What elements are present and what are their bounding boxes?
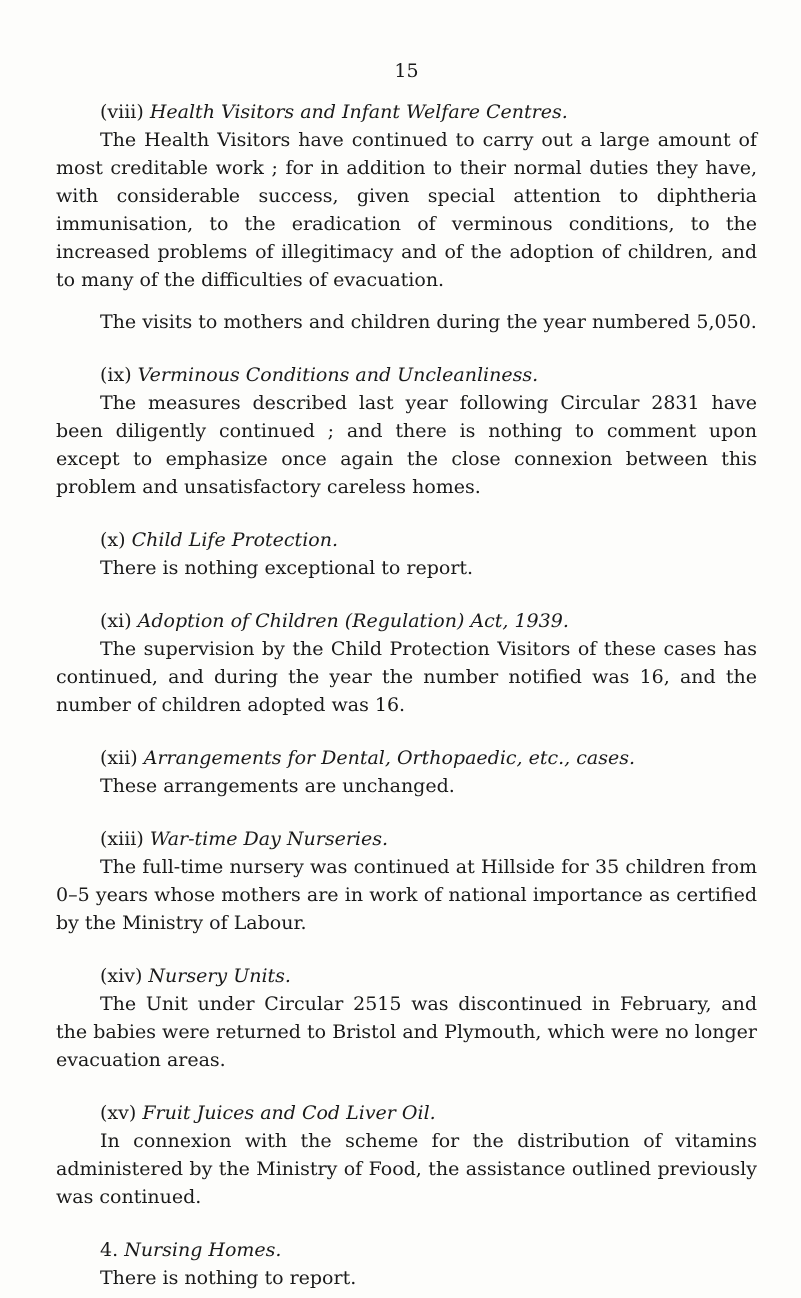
section-number: (xiii) [100, 828, 144, 850]
paragraph: The visits to mothers and children during the year numbered 5,050. [100, 311, 757, 333]
paragraph: These arrangements are unchanged. [100, 775, 455, 797]
section-heading [56, 361, 757, 389]
section-heading [56, 1099, 757, 1127]
section-fruit-juices [56, 1099, 757, 1211]
section-nursery-units [56, 962, 757, 1074]
section-number: (ix) [100, 364, 132, 386]
section-title: Health Visitors and Infant Welfare Centres. [149, 101, 568, 123]
section-number: (xi) [100, 610, 132, 632]
section-heading [56, 1236, 757, 1264]
section-health-visitors [56, 98, 757, 336]
section-child-life-protection [56, 526, 757, 582]
section-title: Verminous Conditions and Uncleanliness. [137, 364, 539, 386]
section-number: (xv) [100, 1102, 137, 1124]
section-war-time-nurseries [56, 825, 757, 937]
section-adoption-act [56, 607, 757, 719]
section-title: Nursing Homes. [124, 1239, 282, 1261]
paragraph: There is nothing exceptional to report. [100, 557, 474, 579]
section-title: Nursery Units. [148, 965, 291, 987]
section-title: Adoption of Children (Regulation) Act, 1939. [137, 610, 569, 632]
section-number: 4. [100, 1239, 119, 1261]
section-number: (viii) [100, 101, 144, 123]
paragraph: The Unit under Circular 2515 was discontinued in February, and the babies were returned to Bristol and Plymouth, which were no longer evacuation areas. [56, 993, 757, 1071]
section-heading [56, 825, 757, 853]
section-title: Child Life Protection. [131, 529, 338, 551]
section-heading [56, 526, 757, 554]
section-nursing-homes [56, 1236, 757, 1292]
paragraph: In connexion with the scheme for the distribution of vitamins administered by the Ministry of Food, the assistance outlined previously was continued. [56, 1130, 757, 1208]
section-heading [56, 607, 757, 635]
section-title: War-time Day Nurseries. [149, 828, 389, 850]
paragraph: There is nothing to report. [100, 1267, 357, 1289]
paragraph: The supervision by the Child Protection Visitors of these cases has continued, and during the year the number notified was 16, and the number of children adopted was 16. [56, 638, 757, 716]
section-dental-orthopaedic [56, 744, 757, 800]
section-heading [56, 98, 757, 126]
section-verminous-conditions [56, 361, 757, 501]
section-heading [56, 744, 757, 772]
paragraph: The Health Visitors have continued to carry out a large amount of most creditable work ; for in addition to their normal duties they have, with considerable success, given special attention to diphtheria immunisation, to the eradication of verminous conditions, to the increased problems of illegitimacy and of the adoption of children, and to many of the difficulties of evacuation. [56, 129, 757, 291]
paragraph: The full-time nursery was continued at Hillside for 35 children from 0–5 years whose mothers are in work of national importance as certified by the Ministry of Labour. [56, 856, 757, 934]
section-number: (x) [100, 529, 126, 551]
section-title: Fruit Juices and Cod Liver Oil. [142, 1102, 436, 1124]
section-title: Arrangements for Dental, Orthopaedic, etc., cases. [143, 747, 636, 769]
page-number: 15 [394, 60, 419, 82]
section-number: (xii) [100, 747, 138, 769]
section-heading [56, 962, 757, 990]
section-number: (xiv) [100, 965, 143, 987]
paragraph: The measures described last year following Circular 2831 have been diligently continued ; and there is nothing to comment upon except to emphasize once again the close connexion between this problem and unsatisfactory careless homes. [56, 392, 757, 498]
